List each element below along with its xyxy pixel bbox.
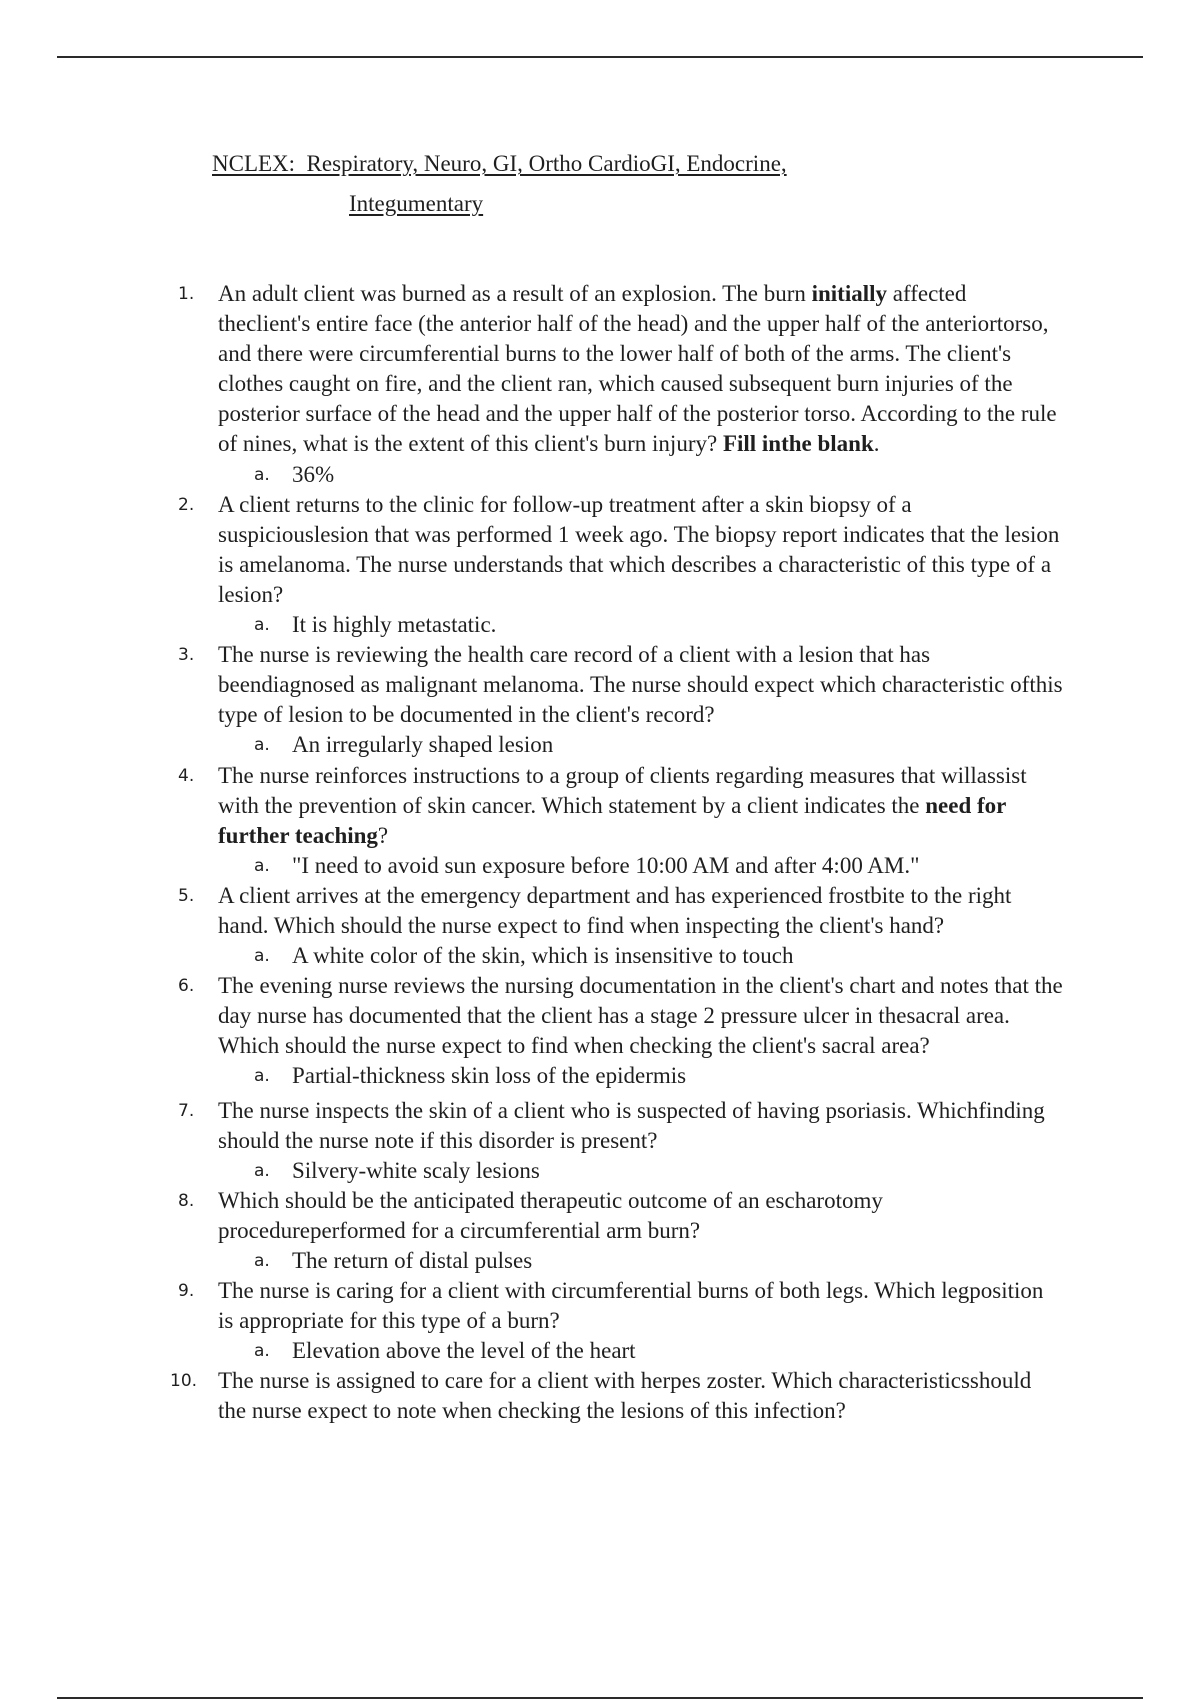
question-number: 1. <box>178 284 195 304</box>
answer <box>218 1336 1090 1366</box>
answer-text: Partial-thickness skin loss of the epidermis <box>292 1063 687 1089</box>
question-stem: Which should be the anticipated therapeutic outcome of an escharotomy procedureperformed for a circumferential arm burn? <box>218 1187 883 1243</box>
question-number: 4. <box>178 765 195 786</box>
answer-text: An irregularly shaped lesion <box>292 732 554 758</box>
question-number: 6. <box>178 976 195 997</box>
question-number: 8. <box>178 1190 195 1211</box>
answer-letter: a. <box>254 615 270 636</box>
answer-letter: a. <box>254 1160 270 1181</box>
answer-text: It is highly metastatic. <box>292 612 497 638</box>
answer <box>218 1061 1090 1091</box>
question-stem: An adult client was burned as a result of an explosion. The burn initially affected theclient's entire face (the anterior half of the head) and the upper half of the anteriortorso, and there were circumferential burns to the lower half of both of the arms. The client's clothes caught on fire, and the client ran, which caused subsequent burn injuries of the posterior surface of the head and the upper half of the posterior torso. According to the rule of nines, what is the extent of this client's burn injury? Fill inthe blank. <box>218 281 1057 457</box>
answer-letter: a. <box>254 855 270 876</box>
answer-text: "I need to avoid sun exposure before 10:00 AM and after 4:00 AM." <box>292 852 920 878</box>
question-stem: A client arrives at the emergency department and has experienced frostbite to the right hand. Which should the nurse expect to find when inspecting the client's hand? <box>218 882 1012 938</box>
answer-letter: a. <box>254 464 270 485</box>
answer <box>218 1246 1090 1276</box>
answer-letter: a. <box>254 1341 270 1362</box>
answer-text: The return of distal pulses <box>292 1248 533 1273</box>
answer <box>218 730 1090 760</box>
question-number: 5. <box>178 885 195 906</box>
answer-text: Silvery-white scaly lesions <box>292 1157 540 1183</box>
question-5 <box>178 881 1090 971</box>
question-3 <box>178 640 1090 760</box>
question-stem: The nurse is reviewing the health care record of a client with a lesion that has beendiagnosed as malignant melanoma. The nurse should expect which characteristic ofthis type of lesion to be documented in the client's record? <box>218 642 1063 728</box>
question-number: 9. <box>178 1281 195 1302</box>
title-line-1: NCLEX: Respiratory, Neuro, GI, Ortho CardioGI, Endocrine, <box>212 151 787 176</box>
answer-text: Elevation above the level of the heart <box>292 1338 636 1364</box>
question-number: 3. <box>178 645 195 666</box>
question-stem: The nurse is caring for a client with circumferential burns of both legs. Which legposition is appropriate for this type of a burn? <box>218 1278 1044 1334</box>
question-1 <box>178 279 1090 490</box>
answer-text: 36% <box>292 461 335 487</box>
question-10 <box>170 1366 1090 1426</box>
question-stem: A client returns to the clinic for follow-up treatment after a skin biopsy of a suspiciouslesion that was performed 1 week ago. The biopsy report indicates that the lesion is amelanoma. The nurse understands that which describes a characteristic of this type of a lesion? <box>218 491 1060 607</box>
answer-text: A white color of the skin, which is insensitive to touch <box>292 943 794 969</box>
question-stem: The nurse inspects the skin of a client who is suspected of having psoriasis. Whichfinding should the nurse note if this disorder is present? <box>218 1097 1045 1153</box>
answer <box>218 1156 1090 1186</box>
top-page-rule <box>57 56 1143 58</box>
document-title <box>212 144 932 224</box>
answer <box>218 610 1090 640</box>
question-4 <box>178 761 1090 881</box>
question-7 <box>178 1096 1090 1186</box>
question-9 <box>178 1276 1090 1366</box>
answer <box>218 941 1090 971</box>
question-stem: The evening nurse reviews the nursing documentation in the client's chart and notes that the day nurse has documented that the client has a stage 2 pressure ulcer in thesacral area. Which should the nurse expect to find when checking the client's sacral area? <box>218 973 1063 1059</box>
answer-letter: a. <box>254 946 270 967</box>
title-line-2: Integumentary <box>349 191 484 216</box>
question-number: 7. <box>178 1100 195 1121</box>
answer-letter: a. <box>254 735 270 756</box>
answer-letter: a. <box>254 1251 270 1271</box>
bottom-page-rule <box>57 1697 1143 1699</box>
answer <box>218 851 1090 881</box>
question-number: 10. <box>170 1371 198 1392</box>
question-2 <box>178 490 1090 640</box>
answer <box>218 460 1090 490</box>
question-8 <box>178 1186 1090 1276</box>
question-6 <box>178 971 1090 1091</box>
question-stem: The nurse is assigned to care for a client with herpes zoster. Which characteristicsshould the nurse expect to note when checking the lesions of this infection? <box>218 1368 1032 1424</box>
answer-letter: a. <box>254 1066 270 1087</box>
question-list <box>170 279 1090 1427</box>
question-stem: The nurse reinforces instructions to a group of clients regarding measures that willassist with the prevention of skin cancer. Which statement by a client indicates the need for further teaching? <box>218 762 1027 848</box>
question-number: 2. <box>178 494 195 515</box>
